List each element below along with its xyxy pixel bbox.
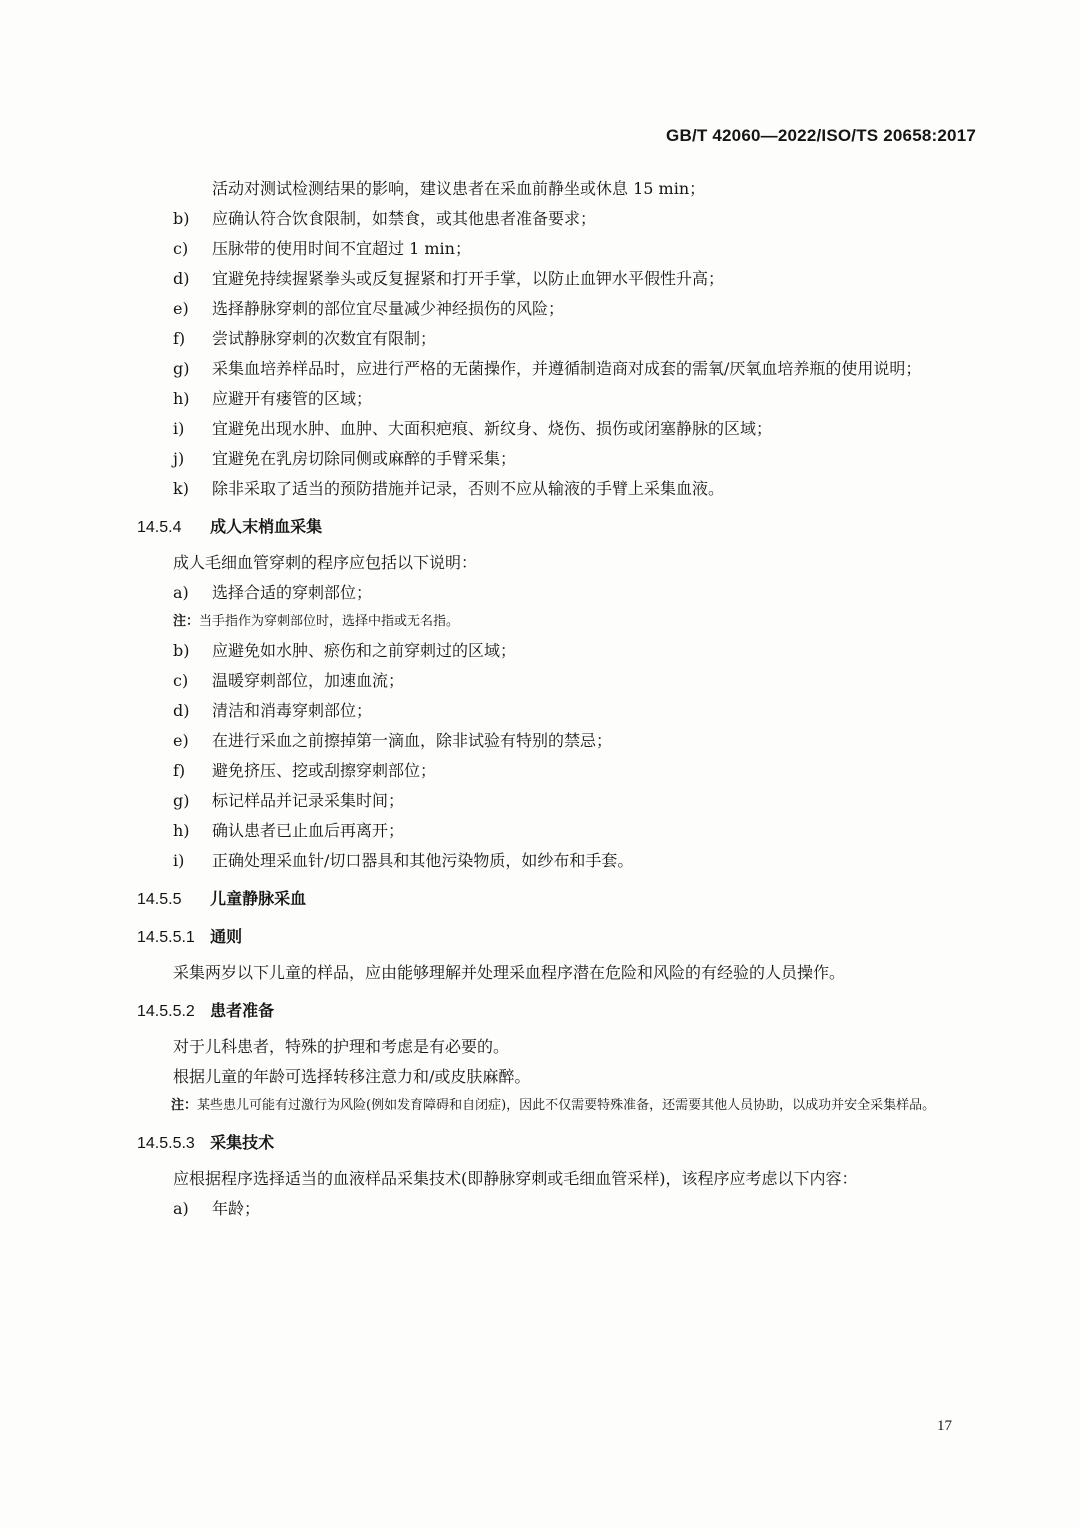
standard-number-header: GB/T 42060—2022/ISO/TS 20658:2017 [666,126,976,145]
paragraph: 采集两岁以下儿童的样品，应由能够理解并处理采血程序潜在危险和风险的有经验的人员操作。 [173,963,846,982]
list-marker: c) [173,239,189,258]
list-marker: d) [173,269,190,288]
list-item-text: 选择静脉穿刺的部位宜尽量减少神经损伤的风险； [212,299,565,318]
list-item-text: 选择合适的穿刺部位； [212,583,373,602]
list-marker: d) [173,701,190,720]
section-heading-14-5-5 [137,884,977,914]
list-item-h [137,384,977,414]
section-title: 患者准备 [210,1001,275,1020]
section-title: 采集技术 [210,1133,275,1152]
page-number: 17 [937,1418,952,1434]
list-item-d [137,264,977,294]
section-heading-14-5-4 [137,512,977,542]
list-item-text: 压脉带的使用时间不宜超过 1 min； [212,239,471,258]
section-heading-14-5-5-3 [137,1128,977,1158]
list-item-j [137,444,977,474]
list-item-c [137,234,977,264]
section-number: 14.5.5 [137,891,182,908]
note-text: 某些患儿可能有过激行为风险(例如发育障碍和自闭症)，因此不仅需要特殊准备，还需要其他人员协助，以成功并安全采集样品。 [197,1098,936,1113]
list-marker: a) [173,583,189,602]
section-number: 14.5.5.1 [137,929,195,946]
list-marker: b) [173,209,190,228]
list-marker: f) [173,761,186,780]
list-marker: a) [173,1199,189,1218]
note-text: 当手指作为穿刺部位时，选择中指或无名指。 [199,614,460,629]
list-marker: h) [173,821,190,840]
list-item-text: 采集血培养样品时，应进行严格的无菌操作，并遵循制造商对成套的需氧/厌氧血培养瓶的使用说明； [212,359,922,378]
list-item-e [137,294,977,324]
list-item-text: 确认患者已止血后再离开； [212,821,405,840]
section-title: 通则 [210,927,243,946]
paragraph: 根据儿童的年龄可选择转移注意力和/或皮肤麻醉。 [173,1067,531,1086]
list-item-continuation: 活动对测试检测结果的影响，建议患者在采血前静坐或休息 15 min； [212,179,706,198]
note-label: 注： [173,614,200,629]
list-item-g [137,786,977,816]
list-marker: i) [173,419,185,438]
note [137,608,977,636]
paragraph: 应根据程序选择适当的血液样品采集技术(即静脉穿刺或毛细血管采样)，该程序应考虑以下内容： [173,1169,858,1188]
note [137,1092,977,1120]
section-title: 成人末梢血采集 [210,517,323,536]
list-item-text: 在进行采血之前擦掉第一滴血，除非试验有特别的禁忌； [212,731,613,750]
list-marker: g) [173,359,190,378]
section-intro: 成人毛细血管穿刺的程序应包括以下说明： [173,553,478,572]
list-item-text: 避免挤压、挖或刮擦穿刺部位； [212,761,437,780]
list-marker: h) [173,389,190,408]
list-marker: j) [173,449,185,468]
list-item-text: 宜避免出现水肿、血肿、大面积疤痕、新纹身、烧伤、损伤或闭塞静脉的区域； [212,419,773,438]
list-item-text: 宜避免持续握紧拳头或反复握紧和打开手掌，以防止血钾水平假性升高； [212,269,725,288]
list-item-text: 应确认符合饮食限制，如禁食，或其他患者准备要求； [212,209,597,228]
section-number: 14.5.4 [137,519,182,536]
list-item-f [137,756,977,786]
list-item-k [137,474,977,504]
note-label: 注： [171,1098,198,1113]
list-item-b [137,636,977,666]
list-item-a [137,578,977,608]
list-item-text: 应避开有瘘管的区域； [212,389,373,408]
section-title: 儿童静脉采血 [210,889,307,908]
list-item-text: 应避免如水肿、瘀伤和之前穿刺过的区域； [212,641,517,660]
document-body [137,174,977,1224]
list-marker: i) [173,851,185,870]
list-marker: e) [173,731,189,750]
list-item-text: 除非采取了适当的预防措施并记录，否则不应从输液的手臂上采集血液。 [212,479,725,498]
list-item-text: 标记样品并记录采集时间； [212,791,405,810]
list-item-text: 年龄； [212,1199,261,1218]
list-marker: k) [173,479,189,498]
list-item-i [137,414,977,444]
list-item-a [137,1194,977,1224]
list-item-text: 尝试静脉穿刺的次数宜有限制； [212,329,437,348]
section-heading-14-5-5-1 [137,922,977,952]
list-item-text: 宜避免在乳房切除同侧或麻醉的手臂采集； [212,449,517,468]
list-item-text: 清洁和消毒穿刺部位； [212,701,373,720]
list-item-h [137,816,977,846]
section-heading-14-5-5-2 [137,996,977,1026]
list-marker: e) [173,299,189,318]
list-item-d [137,696,977,726]
list-marker: c) [173,671,189,690]
section-number: 14.5.5.2 [137,1003,195,1020]
list-marker: g) [173,791,190,810]
list-item-g [137,354,977,384]
list-item-i [137,846,977,876]
list-item-c [137,666,977,696]
list-item-e [137,726,977,756]
list-marker: b) [173,641,190,660]
section-number: 14.5.5.3 [137,1135,195,1152]
paragraph: 对于儿科患者，特殊的护理和考虑是有必要的。 [173,1037,510,1056]
list-item-text: 温暖穿刺部位，加速血流； [212,671,405,690]
list-item-text: 正确处理采血针/切口器具和其他污染物质，如纱布和手套。 [212,851,634,870]
list-item-b [137,204,977,234]
list-item-f [137,324,977,354]
list-marker: f) [173,329,186,348]
